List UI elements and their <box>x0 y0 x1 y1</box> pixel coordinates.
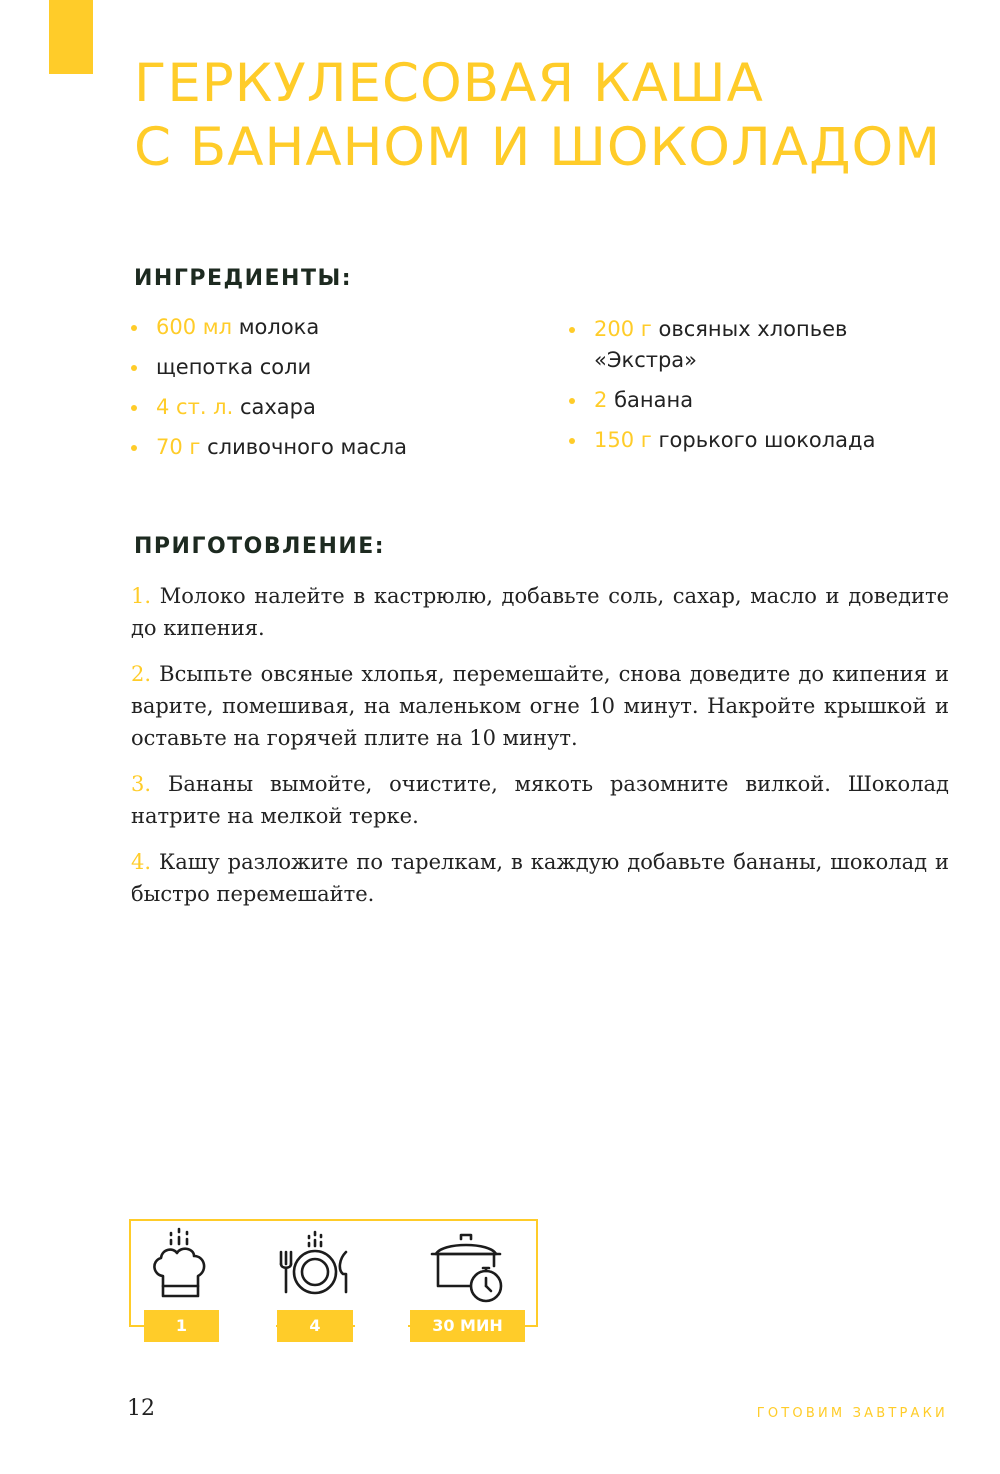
ingredient-item <box>131 432 531 463</box>
frame-gap <box>355 1320 408 1332</box>
difficulty-badge: 1 <box>144 1310 219 1342</box>
ingredient-name: овсяных хлопьев «Экстра» <box>594 317 848 372</box>
ingredient-item <box>569 385 899 416</box>
ingredient-name: щепотка соли <box>156 355 312 379</box>
ingredient-item <box>131 352 531 383</box>
ingredient-name: молока <box>238 315 320 339</box>
ingredient-amount: 2 <box>594 388 608 412</box>
step-text: Бананы вымойте, очистите, мякоть разомните вилкой. Шоколад натрите на мелкой терке. <box>131 772 949 828</box>
frame-gap <box>219 1320 276 1332</box>
chef-hat-icon <box>148 1224 214 1304</box>
recipe-title-line-1: ГЕРКУЛЕСОВАЯ КАША <box>134 53 764 114</box>
pot-timer-icon <box>428 1228 508 1308</box>
ingredient-amount: 600 мл <box>156 315 233 339</box>
step-text: Кашу разложите по тарелкам, в каждую добавьте бананы, шоколад и быстро перемешайте. <box>131 850 950 906</box>
page-number: 12 <box>127 1396 155 1421</box>
preparation-heading: ПРИГОТОВЛЕНИЕ: <box>134 534 386 559</box>
ingredient-name: сливочного масла <box>207 435 408 459</box>
step-number: 1. <box>131 584 152 608</box>
recipe-title <box>134 52 941 180</box>
ingredient-amount: 4 ст. л. <box>156 395 234 419</box>
preparation-step <box>131 768 949 832</box>
step-number: 3. <box>131 772 152 796</box>
step-number: 4. <box>131 850 152 874</box>
ingredient-item <box>569 425 899 456</box>
ingredients-list-right <box>569 314 899 465</box>
step-text: Молоко налейте в кастрюлю, добавьте соль, сахар, масло и доведите до кипения. <box>131 584 949 640</box>
step-text: Всыпьте овсяные хлопья, перемешайте, снова доведите до кипения и варите, помешивая, на маленьком огне 10 минут. Накройте крышкой и оставьте на горячей плите на 10 минут. <box>131 662 949 750</box>
servings-badge: 4 <box>277 1310 353 1342</box>
recipe-title-line-2: С БАНАНОМ И ШОКОЛАДОМ <box>134 117 941 178</box>
preparation-step <box>131 580 949 644</box>
plate-fork-knife-icon <box>276 1224 354 1304</box>
ingredient-amount: 200 г <box>594 317 652 341</box>
ingredient-amount: 150 г <box>594 428 652 452</box>
corner-accent-block <box>49 0 93 74</box>
ingredient-item <box>131 312 531 343</box>
running-head: ГОТОВИМ ЗАВТРАКИ <box>756 1406 948 1421</box>
preparation-steps <box>131 580 949 924</box>
ingredients-list-left <box>131 312 531 472</box>
preparation-step <box>131 846 949 910</box>
ingredient-name: сахара <box>239 395 316 419</box>
ingredient-amount: 70 г <box>156 435 201 459</box>
time-badge: 30 МИН <box>410 1310 525 1342</box>
preparation-step <box>131 658 949 754</box>
ingredient-name: горького шоколада <box>658 428 876 452</box>
step-number: 2. <box>131 662 152 686</box>
ingredient-item <box>569 314 899 376</box>
ingredient-name: банана <box>614 388 694 412</box>
ingredient-item <box>131 392 531 423</box>
ingredients-heading: ИНГРЕДИЕНТЫ: <box>134 266 353 291</box>
